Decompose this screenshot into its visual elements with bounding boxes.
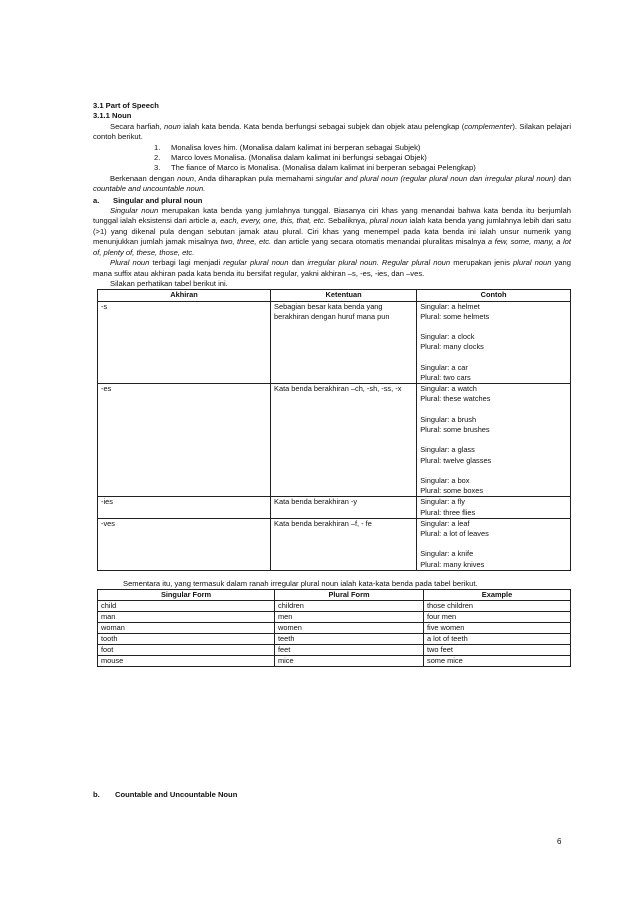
table-row [98,518,571,570]
suffix-table-body [98,301,571,570]
followup-paragraph [93,174,571,195]
contoh-cell [417,497,571,518]
plural-cell: feet [275,645,424,656]
akhiran-cell: -es [98,384,271,497]
section-b-heading [93,790,237,800]
example-text: The fiance of Marco is Monalisa. (Monalisa dalam kalimat ini berperan sebagai Pelengkap) [171,163,476,173]
ketentuan-cell: Kata benda berakhiran –ch, -sh, -ss, -x [271,384,417,497]
intro-term-complementer: complementer [464,121,513,131]
plural-cell: children [275,601,424,612]
para-a-text-2: Sebaliknya, [325,216,370,226]
example-item [154,163,571,173]
contoh-line: Plural: three flies [420,507,476,517]
singular-cell: man [98,612,275,623]
column-header: Ketentuan [271,290,417,301]
akhiran-cell: -ves [98,518,271,570]
followup-text-2: , Anda diharapkan pula memahami [194,173,316,183]
plural-cell: teeth [275,634,424,645]
intro-text-2: ialah kata benda. Kata benda berfungsi sebagai subjek dan objek atau pelengkap ( [180,121,465,131]
followup-term-2: singular and plural noun (regular plural noun dan irregular plural noun) [315,173,556,183]
plural-cell: women [275,623,424,634]
plural-types-paragraph [93,258,571,279]
para-b-text-2: dan [288,258,308,268]
table-row [98,612,571,623]
singular-cell: foot [98,645,275,656]
example-cell: four men [424,612,571,623]
example-text: Monalisa loves him. (Monalisa dalam kalimat ini berperan sebagai Subjek) [171,142,421,152]
para-b-term-4: plural noun [512,258,552,268]
para-a-text-4: dan article yang secara otomatis menandai pluralitas misalnya [271,237,488,247]
plural-cell: mice [275,656,424,667]
example-cell: those children [424,601,571,612]
para-b-text-3: merupakan jenis [450,258,513,268]
contoh-line: Plural: some brushes [420,424,490,434]
para-a-term-4: two, three, etc. [220,237,272,247]
akhiran-cell: -ies [98,497,271,518]
example-item [154,143,571,153]
table-row [98,656,571,667]
singular-plural-paragraph [93,206,571,258]
section-b-letter: b. [93,790,100,799]
example-cell: two feet [424,645,571,656]
contoh-cell [417,384,571,497]
irregular-table-body [98,601,571,667]
column-header: Akhiran [98,290,271,301]
suffix-table [97,289,571,570]
contoh-line: Singular: a leaf [420,518,470,528]
singular-cell: woman [98,623,275,634]
table-row [98,623,571,634]
page-number: 6 [557,837,562,846]
section-a-heading [93,196,571,206]
column-header: Contoh [417,290,571,301]
followup-text-1: Berkenaan dengan [110,173,178,183]
contoh-line: Singular: a clock [420,332,475,342]
section-a-title: Singular and plural noun [113,195,203,205]
subsection-heading: 3.1.1 Noun [93,111,132,121]
contoh-spacer [420,353,567,363]
followup-term-1: noun [177,173,195,183]
para-a-text-1: merupakan kata benda yang jumlahnya tunggal. Biasanya ciri khas yang menandai bahwa kata benda itu berjumlah tunggal ialah eksistensi dari article [93,206,571,226]
followup-term-3: countable and uncountable noun. [93,184,206,194]
contoh-cell [417,518,571,570]
contoh-spacer [420,405,567,415]
intro-term-noun: noun [164,121,181,131]
table-header-row [98,290,571,301]
example-list [93,143,571,174]
irregular-table [97,589,571,667]
singular-cell: child [98,601,275,612]
followup-text-3: dan [555,173,572,183]
table-row [98,634,571,645]
intro-text-1: Secara harfiah, [110,121,165,131]
column-header: Singular Form [98,590,275,601]
term-singular-noun: Singular noun [110,206,159,216]
contoh-line: Plural: two cars [420,372,471,382]
contoh-line: Singular: a box [420,475,470,485]
contoh-spacer [420,322,567,332]
example-cell: some mice [424,656,571,667]
contoh-line: Singular: a helmet [420,301,480,311]
para-b-term-1: Plural noun [110,258,150,268]
column-header: Example [424,590,571,601]
term-plural-noun: plural noun [369,216,408,226]
contoh-spacer [420,435,567,445]
contoh-line: Singular: a car [420,362,468,372]
contoh-line: Plural: some helmets [420,311,490,321]
singular-cell: tooth [98,634,275,645]
plural-cell: men [275,612,424,623]
table-row [98,645,571,656]
contoh-line: Plural: many clocks [420,342,484,352]
section-b-title: Countable and Uncountable Noun [115,790,238,799]
example-cell: a lot of teeth [424,634,571,645]
contoh-line: Plural: a lot of leaves [420,528,489,538]
irregular-intro: Sementara itu, yang termasuk dalam ranah irregular plural noun ialah kata-kata benda pada tabel berikut. [123,578,478,588]
table-row [98,497,571,518]
para-b-text-4: yang mana suffix atau akhiran pada kata benda itu bersifat regular, yakni akhiran –s, -es, -ies, dan –ves. [93,258,571,278]
intro-paragraph [93,122,571,143]
intro-text-3: ). Silakan pelajari contoh berikut. [93,121,572,142]
para-b-term-3: irregular plural noun. Regular plural noun [307,258,451,268]
example-cell: five women [424,623,571,634]
ketentuan-cell: Kata benda berakhiran –f, - fe [271,518,417,570]
example-number: 2. [154,153,161,163]
contoh-line: Singular: a brush [420,414,477,424]
contoh-cell [417,301,571,384]
ketentuan-cell: Sebagian besar kata benda yang berakhiran dengan huruf mana pun [271,301,417,384]
example-number: 1. [154,142,161,152]
contoh-spacer [420,539,567,549]
para-a-term-5: a few, some, many, a lot of, plenty of, these, those, etc. [93,237,571,257]
contoh-line: Plural: these watches [420,394,491,404]
example-number: 3. [154,163,161,173]
table-header-row [98,590,571,601]
contoh-line: Singular: a fly [420,497,465,507]
column-header: Plural Form [275,590,424,601]
contoh-line: Plural: many knives [420,559,485,569]
example-text: Marco loves Monalisa. (Monalisa dalam kalimat ini berfungsi sebagai Objek) [171,153,427,163]
page-content [93,101,571,667]
singular-cell: mouse [98,656,275,667]
table-row [98,601,571,612]
contoh-line: Plural: some boxes [420,486,484,496]
example-item [154,153,571,163]
table-row [98,301,571,384]
contoh-line: Singular: a watch [420,384,477,394]
para-b-term-2: regular plural noun [223,258,289,268]
para-b-text-1: terbagi lagi menjadi [149,258,224,268]
contoh-line: Plural: twelve glasses [420,455,492,465]
contoh-spacer [420,466,567,476]
para-a-text-3: ialah kata benda yang jumlahnya lebih dari satu (>1) yang dikenal pula dengan sebutan jamak atau plural. Ciri khas yang menempel pada kata benda ini ialah unsur numerik yang menunjukkan jumlah jamak misalnya [93,216,571,247]
table-intro: Silakan perhatikan tabel berikut ini. [110,278,228,288]
section-heading: 3.1 Part of Speech [93,101,159,110]
contoh-line: Singular: a knife [420,549,474,559]
para-a-term-2: a, each, every, one, this, that, etc. [211,216,326,226]
akhiran-cell: -s [98,301,271,384]
ketentuan-cell: Kata benda berakhiran -y [271,497,417,518]
contoh-line: Singular: a glass [420,445,475,455]
section-a-letter: a. [93,195,100,205]
table-row [98,384,571,497]
